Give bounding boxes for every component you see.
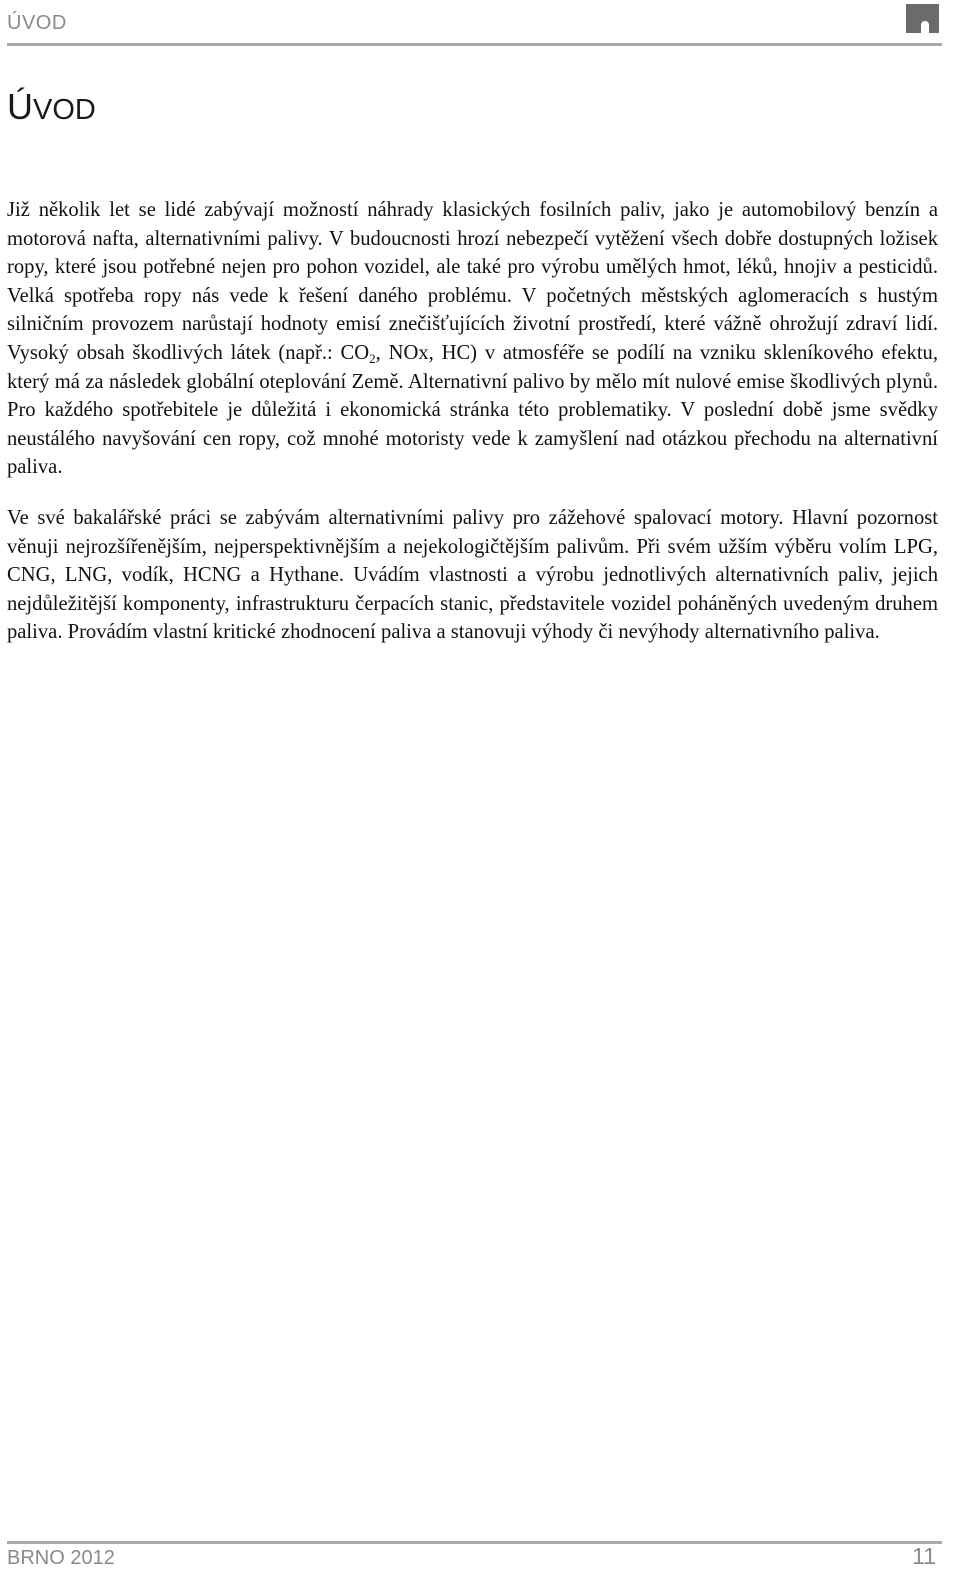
body-text xyxy=(7,196,938,647)
university-logo-icon xyxy=(906,4,939,33)
running-header: ÚVOD xyxy=(7,12,67,34)
chapter-title-rest: VOD xyxy=(33,94,96,126)
header-rule xyxy=(7,43,942,46)
footer-location-year: BRNO 2012 xyxy=(7,1547,115,1569)
chapter-title xyxy=(7,86,96,128)
footer-rule xyxy=(7,1541,942,1544)
paragraph-1 xyxy=(7,196,938,482)
paragraph-1-part-2: , NOx, HC) v atmosféře se podílí na vzniku skleníkového efektu, který má za následek globální oteplování Země. Alternativní palivo by mělo mít nulové emise škodlivých plynů. Pro každého spotřebitele je důležitá i ekonomická stránka této problematiky. V poslední době jsme svědky neustálého navyšování cen ropy, což mnohé motoristy vede k zamyšlení nad otázkou přechodu na alternativní paliva. xyxy=(7,341,938,479)
subscript-2: 2 xyxy=(369,350,376,366)
paragraph-2: Ve své bakalářské práci se zabývám alternativními palivy pro zážehové spalovací motory. Hlavní pozornost věnuji nejrozšířenějším, nejperspektivnějším a nejekologičtějším palivům. Při svém užším výběru volím LPG, CNG, LNG, vodík, HCNG a Hythane. Uvádím vlastnosti a výrobu jednotlivých alternativních paliv, jejich nejdůležitější komponenty, infrastrukturu čerpacích stanic, představitele vozidel poháněných uvedeným druhem paliva. Provádím vlastní kritické zhodnocení paliva a stanovuji výhody či nevýhody alternativního paliva. xyxy=(7,506,938,644)
chapter-title-initial: Ú xyxy=(7,86,33,127)
page-number: 11 xyxy=(912,1543,936,1569)
paragraph-1-part-1: Již několik let se lidé zabývají možností náhrady klasických fosilních paliv, jako je automobilový benzín a motorová nafta, alternativními palivy. V budoucnosti hrozí nebezpečí vytěžení všech dobře dostupných ložisek ropy, které jsou potřebné nejen pro pohon vozidel, ale také pro výrobu umělých hmot, léků, hnojiv a pesticidů. Velká spotřeba ropy nás vede k řešení daného problému. V početných městských aglomeracích s hustým silničním provozem narůstají hodnoty emisí znečišťujících životní prostředí, které vážně ohrožují zdraví lidí. Vysoký obsah škodlivých látek (např.: CO xyxy=(7,199,938,364)
